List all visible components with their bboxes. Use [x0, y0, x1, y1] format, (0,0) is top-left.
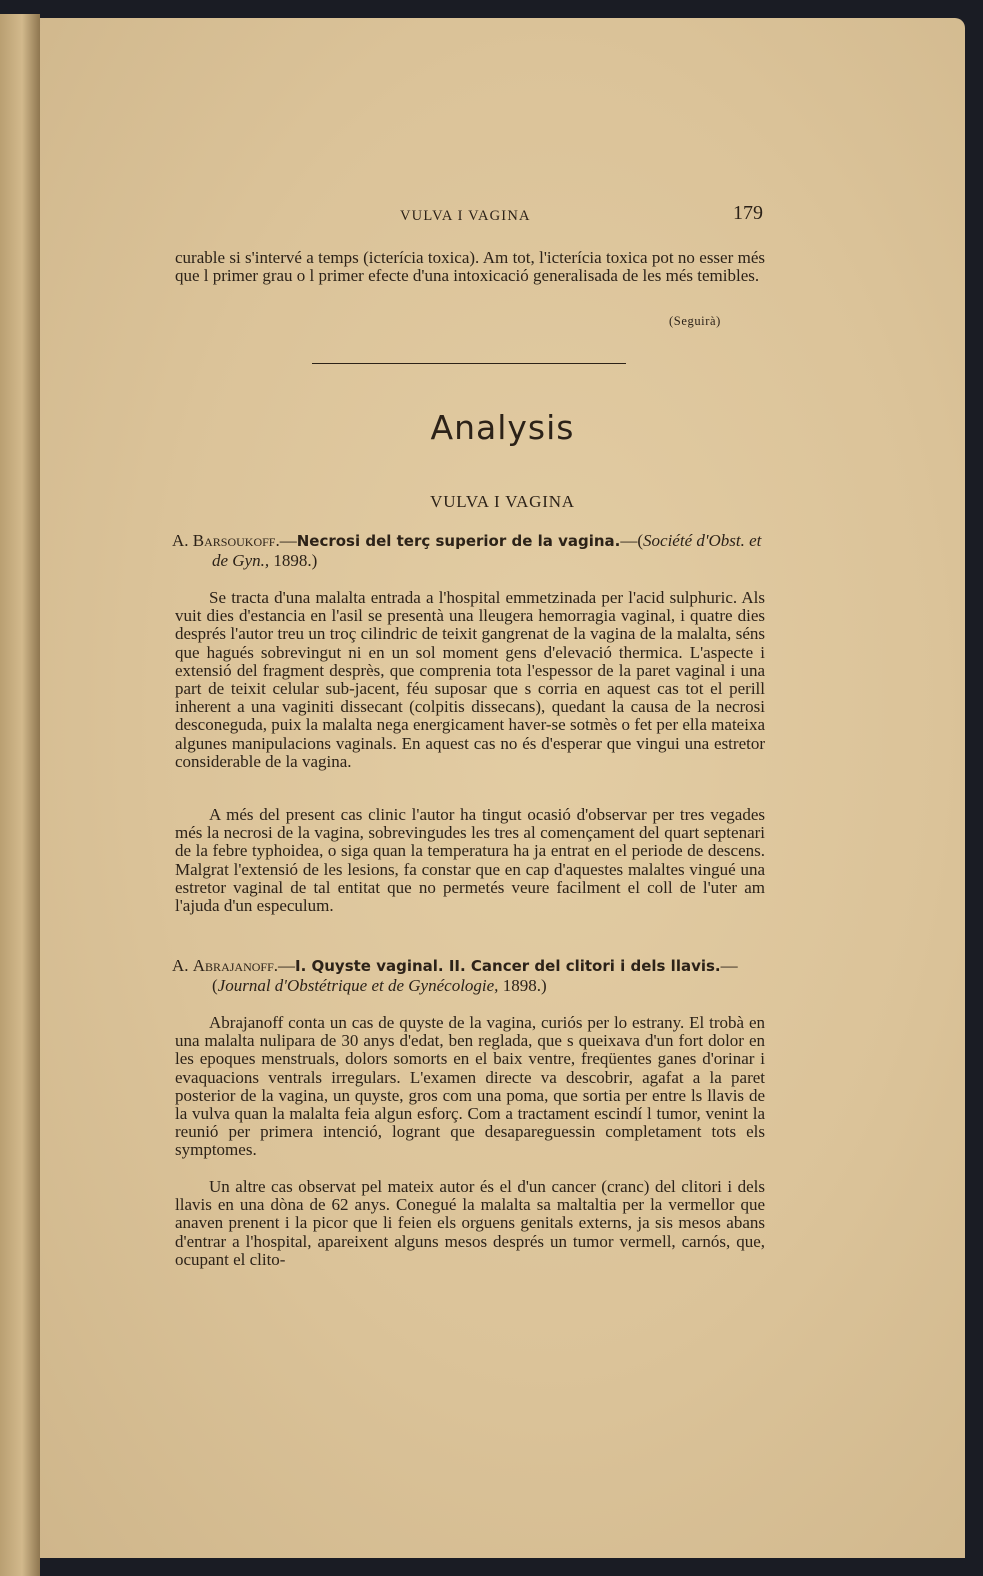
- citation-title: Necrosi del terç superior de la vagina.: [296, 532, 621, 550]
- entry-citation: [172, 531, 764, 570]
- adjacent-page-edge: [0, 14, 40, 1576]
- citation-source: Société d'Obst. et de Gyn.,: [212, 531, 762, 570]
- continued-note: (Seguirà): [669, 314, 721, 328]
- citation-author: Abrajanoff.: [192, 956, 278, 975]
- citation-dash: —: [279, 531, 297, 550]
- citation-initial: A.: [172, 956, 189, 975]
- citation-year: 1898.): [502, 976, 547, 995]
- page-number: 179: [733, 202, 763, 224]
- citation-author: Barsoukoff.: [192, 531, 280, 550]
- citation-source-dash: —(: [212, 956, 738, 995]
- citation-source-dash: —(: [620, 531, 644, 550]
- running-header: VULVA I VAGINA: [400, 208, 531, 224]
- citation-title: I. Quyste vaginal. II. Cancer del clitori i dels llavis.: [295, 957, 721, 975]
- citation-year: 1898.): [273, 551, 318, 570]
- entry-paragraph: Se tracta d'una malalta entrada a l'hospital emmetzinada per l'acid sulphuric. Als vuit dies d'estancia en l'asil se presentà una lleugera hemorragia vaginal, i quatre dies després l'autor treu un troç cilindric de teixit gangrenat de la vagina de la malalta, séns que hagués sobrevingut ni en un sol moment gens d'elevació thermica. L'aspecte i extensió del fragment desprès, que comprenia tota l'espessor de la paret vaginal i una part de teixit celular sub-jacent, féu suposar que s corria en aquest cas tot el perill inherent a una vaginiti dissecant (colpitis dissecans), quedant la causa de la necrosi desconeguda, puix la malalta nega energicament haver-se sotmès o fet per ella mateixa algunes manipulacions vaginals. En aquest cas no és d'esperar que vingui una estretor considerable de la vagina.: [175, 588, 765, 771]
- continuation-paragraph: curable si s'intervé a temps (icterícia toxica). Am tot, l'icterícia toxica pot no esser més que l primer grau o l primer efecte d'una intoxicació generalisada de les més temibles.: [175, 248, 765, 285]
- book-page: [40, 18, 965, 1558]
- citation-source: Journal d'Obstétrique et de Gynécologie,: [217, 976, 499, 995]
- entry-paragraph: A més del present cas clinic l'autor ha tingut ocasió d'observar per tres vegades més la necrosi de la vagina, sobrevingudes les tres al començament del quart septenari de la febre typhoidea, o siga quan la temperatura ha ja entrat en el periode de descens. Malgrat l'extensió de les lesions, fa constar que en cap d'aquestes malaltes vingué una estretor vaginal de tal entitat que no permetés veure facilment el coll de l'uter am l'ajuda d'un especulum.: [175, 805, 765, 916]
- section-divider: [312, 363, 626, 364]
- citation-dash: —: [278, 956, 295, 975]
- section-subheading: VULVA I VAGINA: [430, 492, 575, 511]
- entry-citation: [172, 956, 764, 995]
- entry-paragraph: Abrajanoff conta un cas de quyste de la vagina, curiós per lo estrany. El trobà en una malalta nulipara de 30 anys d'edat, ben reglada, que s queixava d'un fort dolor en les epoques menstruals, dolors somorts en el baix ventre, freqüentes ganes d'orinar i evaquacions ventrals irregulars. L'examen directe va descobrir, agafat a la paret posterior de la vagina, un quyste, gros com una poma, que sortia per entre ls llavis de la vulva quan la malalta feia algun esforç. Com a tractament escindí l tumor, venint la reunió per primera intenció, logrant que desapareguessin completament tots els symptomes.: [175, 1013, 765, 1160]
- citation-initial: A.: [172, 531, 189, 550]
- entry-paragraph: Un altre cas observat pel mateix autor és el d'un cancer (cranc) del clitori i dels llavis en una dòna de 62 anys. Conegué la malalta sa maltaltia per la vermellor que anaven prenent i la picor que li feien els orguens genitals externs, ja sis mesos abans d'entrar a l'hospital, apareixent alguns mesos després un tumor vermell, carnós, que, ocupant el clito-: [175, 1177, 765, 1269]
- section-title: Analysis: [430, 408, 575, 447]
